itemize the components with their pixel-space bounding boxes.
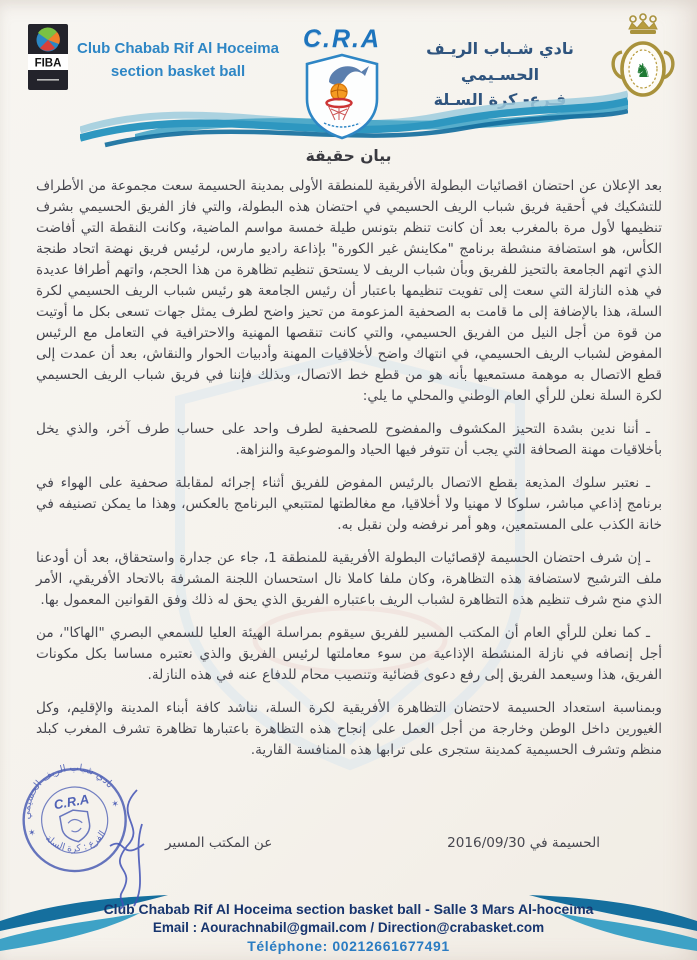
stamp-acronym: C.R.A (52, 791, 91, 813)
email-primary: Aourachnabil@gmail.com (200, 920, 367, 935)
paragraph-bullet-3: ـ إن شرف احتضان الحسيمة لإقصائيات البطولة الأفريقية للمنطقة 1، جاء عن جدارة واستحقاق، بعد أن أودعنا ملف الترشيح لاستضافة هذه التظاهرة، وكان ملفا كاملا نال استحسان اللجنة المشرفة بالاتحاد الأفريقي، الأمر الذي منح شرف تنظيم هذه التظاهرة لشباب الريف باعتباره الفريق الذي يحق له ذلك وفق القوانين المعمول بها. (36, 550, 662, 608)
paragraph-bullet-4: ـ كما نعلن للرأي العام أن المكتب المسير للفريق سيقوم بمراسلة الهيئة العليا للسمعي البصري "الهاكا"، من أجل إنصافه في نازلة المنشطة الإذاعية من سوء معاملتها لرئيس الفريق والذي نعتبره مساسا بكل مكونات الفريق، هذا وسيعمد الفريق إلى رفع دعوى قضائية وتنصيب محام للدفاع عنه في هذه النازلة. (36, 625, 662, 683)
phone-number: 00212661677491 (332, 938, 450, 954)
club-name-arabic-line1: نادي شـباب الريـف الحسـيمي (426, 39, 574, 84)
fiba-label: FIBA (34, 57, 62, 70)
email-secondary: Direction@crabasket.com (377, 920, 545, 935)
signing-office-line: عن المكتب المسير (165, 835, 273, 851)
basketball-icon (331, 84, 347, 100)
club-name-english-line1: Club Chabab Rif Al Hoceima (77, 40, 279, 57)
club-name-english (62, 37, 294, 84)
date-line: الحسيمة في 2016/09/30 (447, 835, 600, 851)
stamp-top-text: نادي شباب الريف الحسيمي (21, 762, 116, 820)
footer-phone-line (0, 935, 697, 954)
document-title: بيان حقيقة (305, 147, 392, 165)
stamp-bottom-text: الفرع : كرة السلة (42, 828, 109, 855)
stamp-star-left: ✶ (27, 828, 37, 840)
phone-label: Téléphone: (247, 938, 328, 954)
paragraph-intro: بعد الإعلان عن احتضان اقصائيات البطولة الأفريقية للمنطقة الأولى بمدينة الحسيمة سعت مجموعة من الأطراف للتشكيك في أحقية فريق شباب الريف الحسيمي في احتضان هذه البطولة، والتي فاز الفريق الحسيمي بشرف تنظيمها لأول مرة بالمغرب بعد أن كانت تنظم بتونس طيلة خمسة مواسم الماضية، وكانت النقطة التي أفاضت الكأس، هو استضافة منشطة برنامج "مكاينش غير الكورة" بإذاعة راديو مارس، لرئيس فريق نهضة اتحاد طنجة الذي اتهم الجامعة بالتحيز للفريق وبأن شباب الريف لا يستحق تنظيم تظاهرة من هذا الحجم، واتهم أطرافا عديدة في هذه النازلة التي سعت إلى تفويت تنظيمها باعتبار أن رئيس الجامعة هو رئيس شباب الريف الحسيمي لكرة السلة، هذا بالإضافة إلى ما قامت به الصحفية المزعومة من تحيز واضح لطرف يمثل جهات تسعى بكل ما أوتيت من قوة من أجل النيل من الفريق الحسيمي، والتي كانت تنقصها المهنية والاحترافية في التعامل مع الرئيس المفوض لشباب الريف الحسيمي، في انتهاك واضح لأخلاقيات المهنة وأدبيات الحوار والنقاش، بعد أن عمدت إلى قطع الاتصال به موهمة مستمعيها بأنه هو من قطع خط الاتصال، وبذلك فإننا في فريق شباب الريف الحسيمي لكرة السلة نعلن للرأي العام الوطني والمحلي ما يلي: (36, 178, 662, 404)
handwritten-signature-icon (92, 786, 172, 915)
club-name-arabic-line2: فـرع- كرة السـلة (433, 90, 567, 110)
footer-email-line (0, 917, 697, 935)
email-label: Email : (152, 920, 198, 935)
email-separator: / (370, 920, 375, 935)
paragraph-bullet-1: ـ أننا ندين بشدة التحيز المكشوف والمفضوح للصحفية لطرف واحد على حساب طرف آخر، والذي يخل بأخلاقيات مهنة الصحافة التي يجب أن تتوفر فيها الحياد والموضوعية والنزاهة. (36, 421, 662, 458)
club-name-english-line2: section basket ball (110, 63, 246, 81)
footer-address-line: Club Chabab Rif Al Hoceima section basket ball - Salle 3 Mars Al-hoceima (103, 901, 594, 917)
paragraph-bullet-2: ـ نعتبر سلوك المذيعة بقطع الاتصال بالرئيس المفوض للفريق أثناء إجرائه لمقابلة صحفية على الهواء في برنامج إذاعي مباشر، سلوكا لا مهنيا ولا أخلاقيا، مع مغالطتها لمتتبعي البرنامج بالعكس، وهذا ما يمكن تصنيفه في خانة الكذب على المستمعين، وهو أمر نرفضه ولن نقبل به. (36, 475, 662, 533)
document-body (36, 176, 662, 773)
cra-logo (284, 25, 400, 145)
green-knight-icon: ♞ (634, 60, 652, 82)
paragraph-closing: وبمناسبة استعداد الحسيمة لاحتضان التظاهرة الأفريقية لكرة السلة، نناشد كافة أبناء المدينة والإقليم، وكل الغيورين داخل الوطن وخارجة من أجل العمل على إنجاح هذه التظاهرة باعتبارها تظاهرة تشرف المغرب كبلد منظم وتشرف الحسيمية كمدينة ستجرى على ترابها هذه المنافسة القارية. (36, 700, 662, 758)
stamp-star-right: ✶ (110, 799, 120, 811)
cra-acronym: C.R.A (302, 25, 382, 53)
cra-shield-icon (302, 51, 382, 141)
